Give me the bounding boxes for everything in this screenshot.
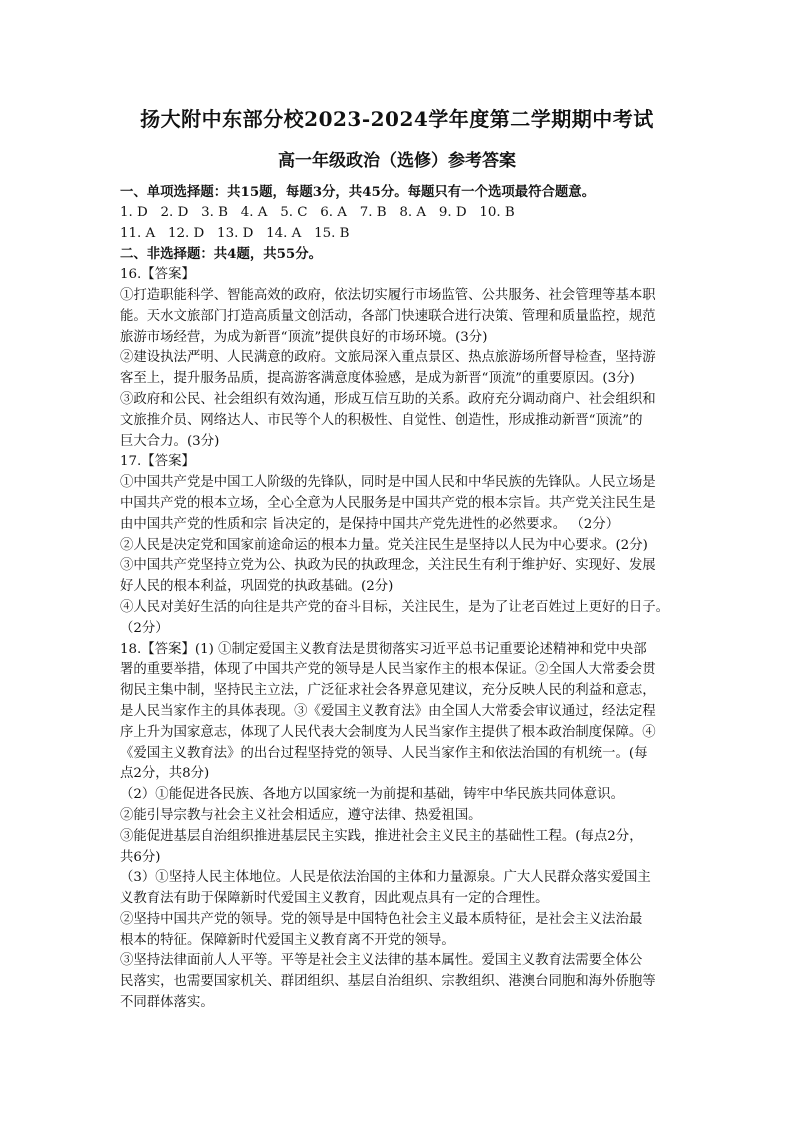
- section2-heading: 二、非选择题：共4题，共55分。: [120, 246, 323, 263]
- answer-row-1: 1. D 2. D 3. B 4. A 5. C 6. A 7. B 8. A 9. D 10. B: [120, 204, 515, 220]
- q17-label: 17.【答案】: [120, 454, 195, 470]
- document-title: 扬大附中东部分校2023-2024学年度第二学期期中考试: [140, 107, 654, 131]
- document-subtitle: 高一年级政治（选修）参考答案: [278, 151, 516, 171]
- q16-line: ③政府和公民、社会组织有效沟通，形成互信互助的关系。政府充分调动商户、社会组织和: [120, 391, 656, 407]
- q18-line: 序上升为国家意志，体现了人民代表大会制度为人民当家作主提供了根本政治制度保障。④: [120, 724, 656, 740]
- q18-part3-line: ③坚持法律面前人人平等。平等是社会主义法律的基本属性。爱国主义教育法需要全体公: [120, 953, 643, 969]
- q17-line: ③中国共产党坚持立党为公、执政为民的执政理念，关注民生有利于维护好、实现好、发展: [120, 558, 656, 574]
- q16-line: 文旅推介员、网络达人、市民等个人的积极性、自觉性、创造性，形成推动新晋“顶流”的: [120, 412, 643, 428]
- q16-label: 16.【答案】: [120, 267, 195, 283]
- q18-part3-line: （3）①坚持人民主体地位。人民是依法治国的主体和力量源泉。广大人民群众落实爱国主: [120, 870, 651, 886]
- q16-line: 能。天水文旅部门打造高质量文创活动，各部门快速联合进行决策、管理和质量监控，规范: [120, 308, 656, 324]
- q17-line: 好人民的根本利益，巩固党的执政基础。(2分): [120, 579, 394, 595]
- q18-line: 18.【答案】(1) ①制定爱国主义教育法是贯彻落实习近平总书记重要论述精神和党中央部: [120, 641, 647, 657]
- q17-line: 由中国共产党的性质和宗 旨决定的，是保持中国共产党先进性的必然要求。 （2分）: [120, 516, 620, 532]
- q18-part3-line: 不同群体落实。: [120, 995, 214, 1011]
- q16-line: 旅游市场经营，为成为新晋“顶流”提供良好的市场环境。(3分): [120, 329, 488, 345]
- q16-line: ②建设执法严明、人民满意的政府。文旅局深入重点景区、热点旅游场所督导检查，坚持游: [120, 350, 656, 366]
- q16-line: 客至上，提升服务品质，提高游客满意度体验感，是成为新晋“顶流”的重要原因。(3分): [120, 371, 635, 387]
- q18-part2-line: ②能引导宗教与社会主义社会相适应，遵守法律、热爱祖国。: [120, 807, 482, 823]
- q18-line: 《爱国主义教育法》的出台过程坚持党的领导、人民当家作主和依法治国的有机统一。(每: [120, 745, 648, 761]
- q18-part3-line: 民落实，也需要国家机关、群团组织、基层自治组织、宗教组织、港澳台同胞和海外侨胞等: [120, 974, 656, 990]
- q18-part2-line: ③能促进基层自治组织推进基层民主实践，推进社会主义民主的基础性工程。(每点2分，: [120, 828, 643, 844]
- q17-line: （2分）: [120, 620, 169, 636]
- q18-part3-line: 义教育法有助于保障新时代爱国主义教育，因此观点具有一定的合理性。: [120, 891, 549, 907]
- q16-line: ①打造职能科学、智能高效的政府，依法切实履行市场监管、公共服务、社会管理等基本职: [120, 287, 656, 303]
- q17-line: ②人民是决定党和国家前途命运的根本力量。党关注民生是坚持以人民为中心要求。(2分): [120, 537, 648, 553]
- q17-line: 中国共产党的根本立场，全心全意为人民服务是中国共产党的根本宗旨。共产党关注民生是: [120, 495, 656, 511]
- q18-line: 署的重要举措，体现了中国共产党的领导是人民当家作主的根本保证。②全国人大常委会贯: [120, 662, 656, 678]
- document-body: [120, 182, 680, 1014]
- q18-line: 彻民主集中制，坚持民主立法，广泛征求社会各界意见建议，充分反映人民的利益和意志，: [120, 683, 656, 699]
- q16-line: 巨大合力。(3分): [120, 433, 220, 449]
- section1-heading: 一、单项选择题：共15题，每题3分，共45分。每题只有一个选项最符合题意。: [120, 184, 596, 200]
- q18-part3-line: ②坚持中国共产党的领导。党的领导是中国特色社会主义最本质特征，是社会主义法治最: [120, 911, 643, 927]
- q18-part2-line: （2）①能促进各民族、各地方以国家统一为前提和基础，铸牢中华民族共同体意识。: [120, 787, 624, 803]
- q18-part3-line: 根本的特征。保障新时代爱国主义教育离不开党的领导。: [120, 932, 455, 948]
- q17-line: ①中国共产党是中国工人阶级的先锋队，同时是中国人民和中华民族的先锋队。人民立场是: [120, 475, 656, 491]
- q18-line: 点2分，共8分): [120, 766, 210, 782]
- q18-part2-line: 共6分): [120, 849, 161, 865]
- q18-line: 是人民当家作主的具体表现。③《爱国主义教育法》由全国人大常委会审议通过，经法定程: [120, 703, 656, 719]
- q17-line: ④人民对美好生活的向往是共产党的奋斗目标，关注民生，是为了让老百姓过上更好的日子。: [120, 599, 670, 615]
- answer-row-2: 11. A 12. D 13. D 14. A 15. B: [120, 225, 350, 241]
